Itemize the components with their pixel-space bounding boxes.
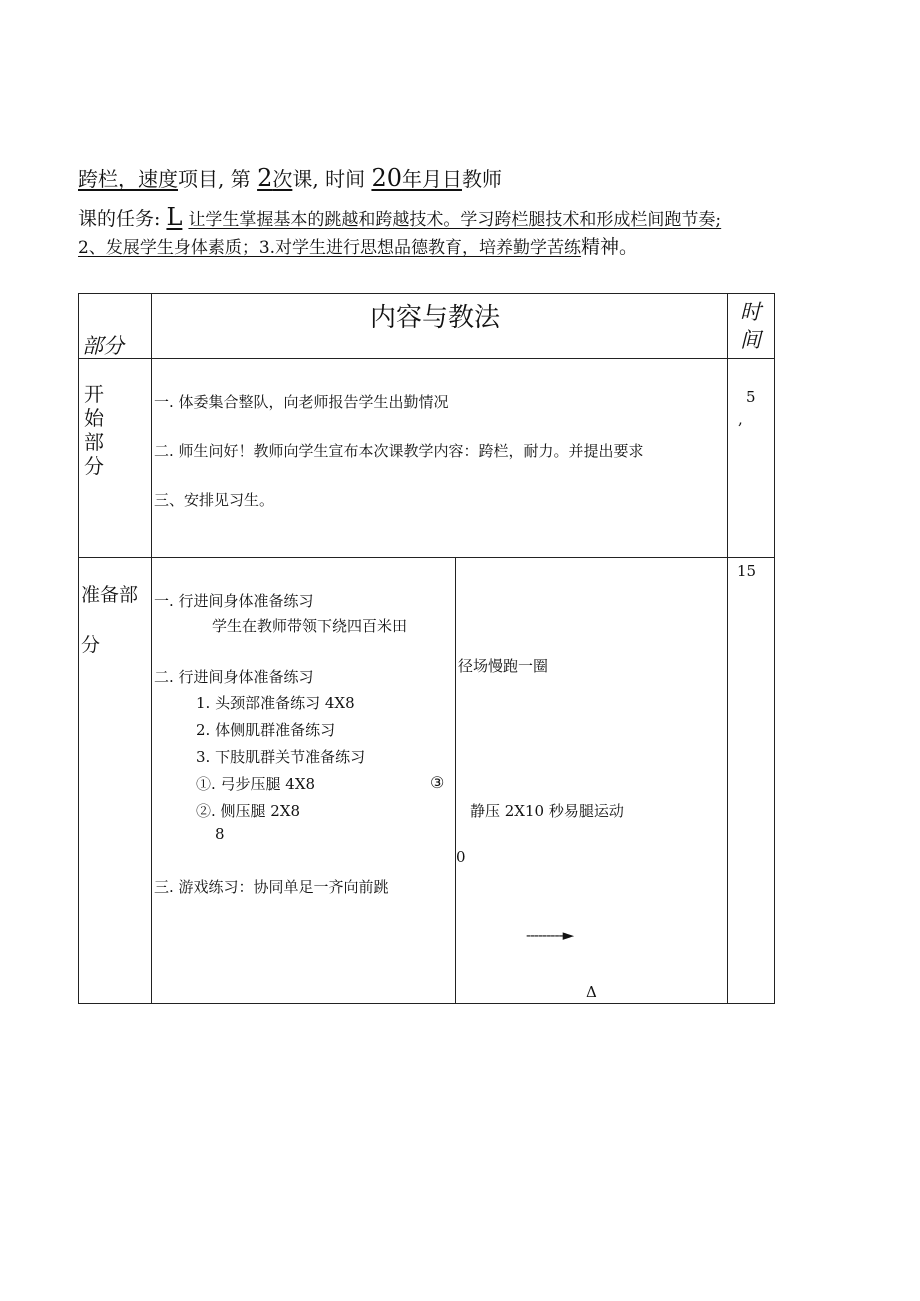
- task-label: 课的任务:: [78, 208, 161, 230]
- prep-item-1: 一. 行进间身体准备练习: [154, 592, 314, 610]
- prep-sub-2: 2. 体侧肌群准备练习: [196, 721, 336, 739]
- arrow-icon: ---------►: [526, 926, 574, 944]
- column-header-time: 时间: [740, 300, 761, 352]
- prep-time: 15: [737, 562, 757, 580]
- prep-item-3: 三. 游戏练习：协同单足一齐向前跳: [154, 878, 389, 896]
- start-time: 5: [746, 388, 756, 406]
- triangle-icon: Δ: [586, 983, 597, 1001]
- header-time-label: 课, 时间: [292, 167, 366, 191]
- start-time-mark: ,: [738, 410, 743, 428]
- prep-run-text: 径场慢跑一圈: [458, 657, 549, 675]
- prep-stretch-1: ①. 弓步压腿 4X8: [196, 775, 316, 793]
- lesson-header: [78, 163, 502, 192]
- prep-zero: 0: [456, 848, 466, 866]
- start-item-2: 二. 师生问好！教师向学生宣布本次课教学内容：跨栏，耐力。并提出要求: [154, 442, 644, 460]
- task-line-2-tail: 精神。: [581, 236, 639, 258]
- prep-section-part-a: 准备部: [81, 584, 139, 606]
- start-item-3: 三、安排见习生。: [154, 491, 275, 509]
- prep-section-part-b: 分: [81, 634, 101, 656]
- header-lesson-number: 2: [257, 164, 273, 192]
- task-line-1-text: 让学生掌握基本的跳越和跨越技术。学习跨栏腿技术和形成栏间跑节奏;: [188, 210, 722, 230]
- task-num-1: L: [166, 203, 183, 231]
- prep-sub-3: 3. 下肢肌群关节准备练习: [196, 748, 366, 766]
- header-teacher-label: 教师: [461, 167, 502, 191]
- task-line-2: [78, 232, 638, 259]
- prep-stretch-2: ②. 侧压腿 2X8: [196, 802, 301, 820]
- prep-stretch-text: 静压 2X10 秒易腿运动: [470, 802, 624, 820]
- header-lesson-prefix: , 第: [218, 167, 251, 191]
- prep-item-2: 二. 行进间身体准备练习: [154, 668, 314, 686]
- prep-item-1-sub: 学生在教师带领下绕四百米田: [212, 617, 408, 635]
- task-line-1: [78, 203, 721, 231]
- prep-stretch-1-mark: ③: [430, 773, 445, 792]
- header-year: 20: [371, 164, 402, 192]
- task-line-2-underlined: 2、发展学生身体素质；3.对学生进行思想品德教育，培养勤学苦练: [78, 238, 582, 258]
- column-header-content: 内容与教法: [370, 303, 501, 333]
- start-section-part: 开始部分: [84, 382, 104, 478]
- column-header-part: 部分: [82, 334, 124, 358]
- header-lesson-suffix: 次: [272, 167, 293, 191]
- header-project-label: 项目: [178, 167, 218, 191]
- prep-stretch-2-tail: 8: [215, 825, 225, 843]
- header-date: 年月日: [401, 167, 462, 191]
- prep-sub-1: 1. 头颈部准备练习 4X8: [196, 694, 355, 712]
- start-item-1: 一. 体委集合整队，向老师报告学生出勤情况: [154, 393, 449, 411]
- header-item: 跨栏，速度: [78, 167, 178, 191]
